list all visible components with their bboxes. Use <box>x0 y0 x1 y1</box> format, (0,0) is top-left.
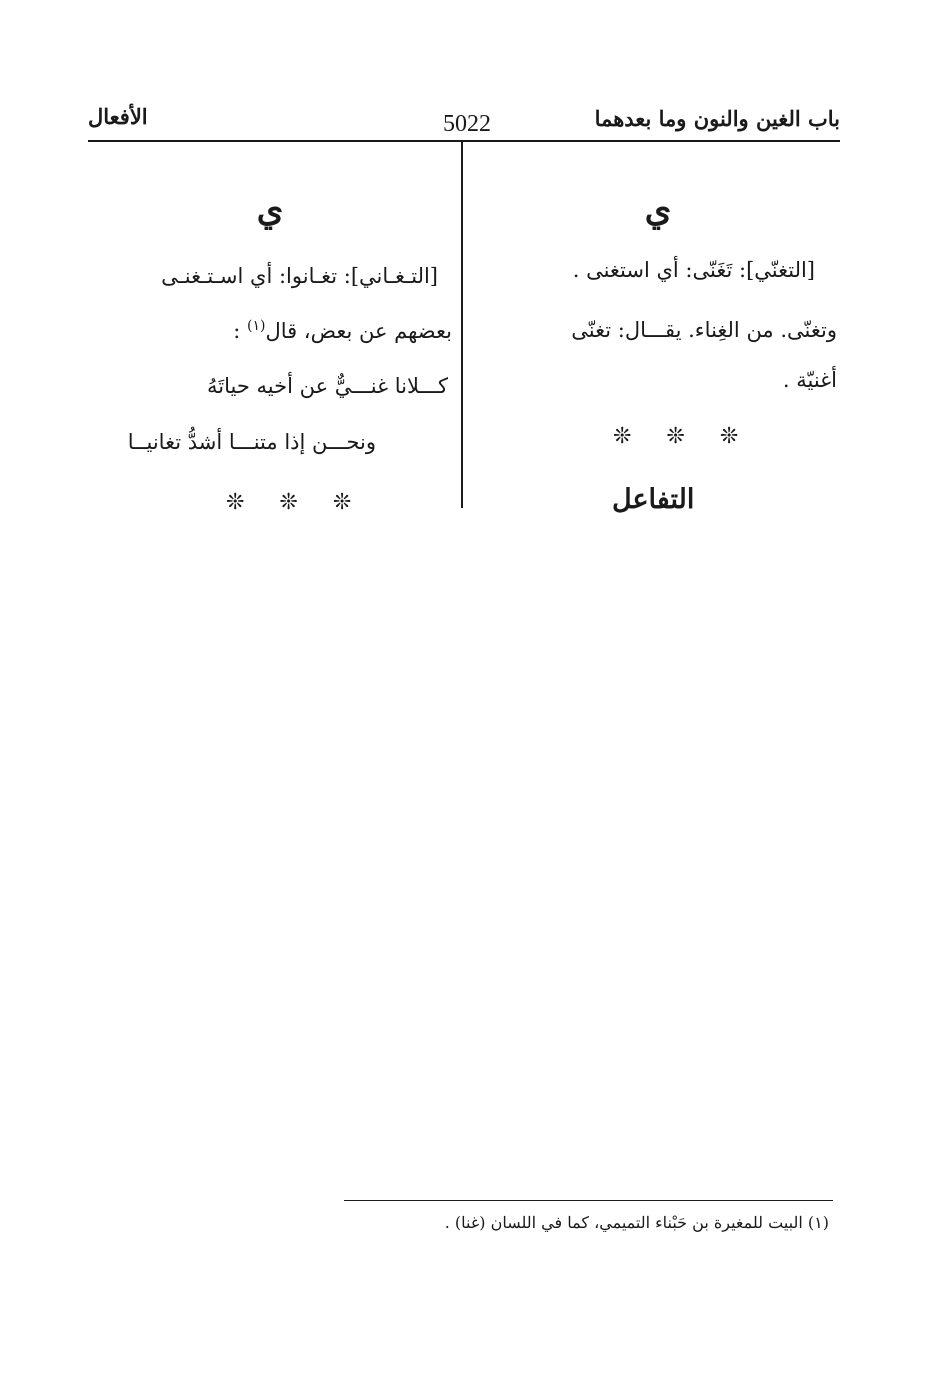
running-head-left: الأفعال <box>88 104 148 129</box>
left-entry-line-2-text: بعضهم عن بعض، قال <box>265 319 452 343</box>
right-column-letter: ي <box>644 190 672 230</box>
verse-line-1: كـــلانا غنـــيٌّ عن أخيه حياتَهُ <box>207 374 448 398</box>
left-entry-taghani: [التـغـاني]: تغـانوا: أي اسـتـغنـى <box>161 264 438 288</box>
right-entry-line-3: أغنيّة . <box>782 368 837 392</box>
left-separator-stars: ❊ ❊ ❊ <box>226 490 366 515</box>
column-divider <box>461 142 463 508</box>
right-entry-taghanni: [التغنّي]: تَغَنّى: أي استغنى . <box>572 258 815 282</box>
footnote-text: (١) البيت للمغيرة بن حَبْناء التميمي، كما في اللسان (غنا) . <box>444 1213 829 1232</box>
footnote-rule <box>344 1200 833 1201</box>
page-number: 5022 <box>443 111 491 137</box>
header-rule <box>88 140 840 142</box>
section-heading-tafaul: التفاعل <box>612 484 695 515</box>
running-head-right: باب الغين والنون وما بعدهما <box>594 106 840 131</box>
right-separator-stars: ❊ ❊ ❊ <box>613 424 753 449</box>
verse-line-2: ونحـــن إذا متنـــا أشدُّ تغانيــا <box>127 430 376 454</box>
left-column-letter: ي <box>256 190 284 230</box>
left-entry-line-2-colon: : <box>233 319 241 343</box>
right-entry-line-2: وتغنّى. من الغِناء. يقـــال: تغنّى <box>571 318 837 342</box>
left-entry-line-2 <box>233 318 452 343</box>
footnote-ref-marker: (١) <box>246 318 266 334</box>
